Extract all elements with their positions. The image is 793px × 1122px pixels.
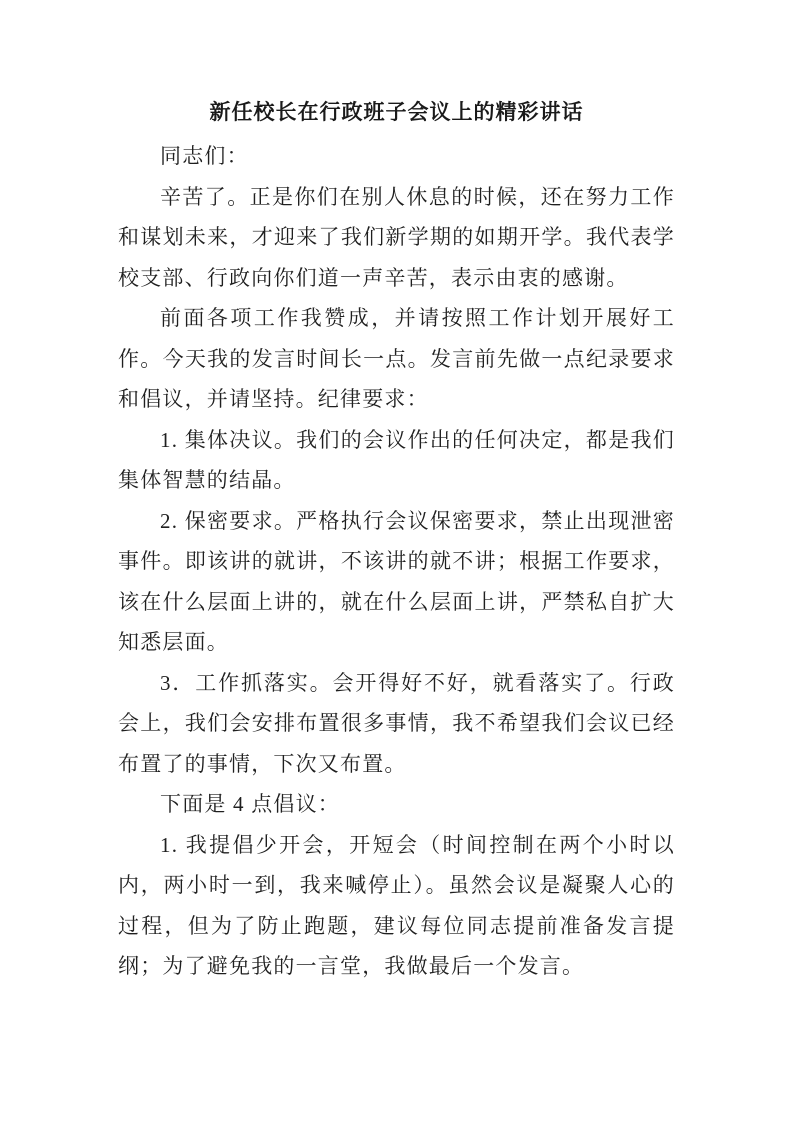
paragraph-salutation: 同志们： [160, 144, 249, 168]
paragraph-intro: 前面各项工作我赞成，并请按照工作计划开展好工作。今天我的发言时间长一点。发言前先做一点纪录要求和倡议，并请坚持。纪律要求： [118, 306, 675, 411]
paragraph-proposal-1: 1. 我提倡少开会，开短会（时间控制在两个小时以内，两小时一到，我来喊停止）。虽然会议是凝聚人心的过程，但为了防止跑题，建议每位同志提前准备发言提纲；为了避免我的一言堂，我做最后一个发言。 [118, 832, 675, 978]
paragraph-proposals-intro: 下面是 4 点倡议： [160, 792, 340, 816]
paragraph-rule-1: 1. 集体决议。我们的会议作出的任何决定，都是我们集体智慧的结晶。 [118, 427, 675, 492]
document-title: 新任校长在行政班子会议上的精彩讲话 [209, 100, 584, 124]
paragraph-rule-3: 3．工作抓落实。会开得好不好，就看落实了。行政会上，我们会安排布置很多事情，我不希望我们会议已经布置了的事情，下次又布置。 [118, 670, 675, 776]
paragraph-rule-2: 2. 保密要求。严格执行会议保密要求，禁止出现泄密事件。即该讲的就讲，不该讲的就不讲；根据工作要求，该在什么层面上讲的，就在什么层面上讲，严禁私自扩大知悉层面。 [118, 508, 675, 654]
paragraph-thanks: 辛苦了。正是你们在别人休息的时候，还在努力工作和谋划未来，才迎来了我们新学期的如期开学。我代表学校支部、行政向你们道一声辛苦，表示由衷的感谢。 [118, 184, 675, 290]
document-body [118, 136, 675, 987]
